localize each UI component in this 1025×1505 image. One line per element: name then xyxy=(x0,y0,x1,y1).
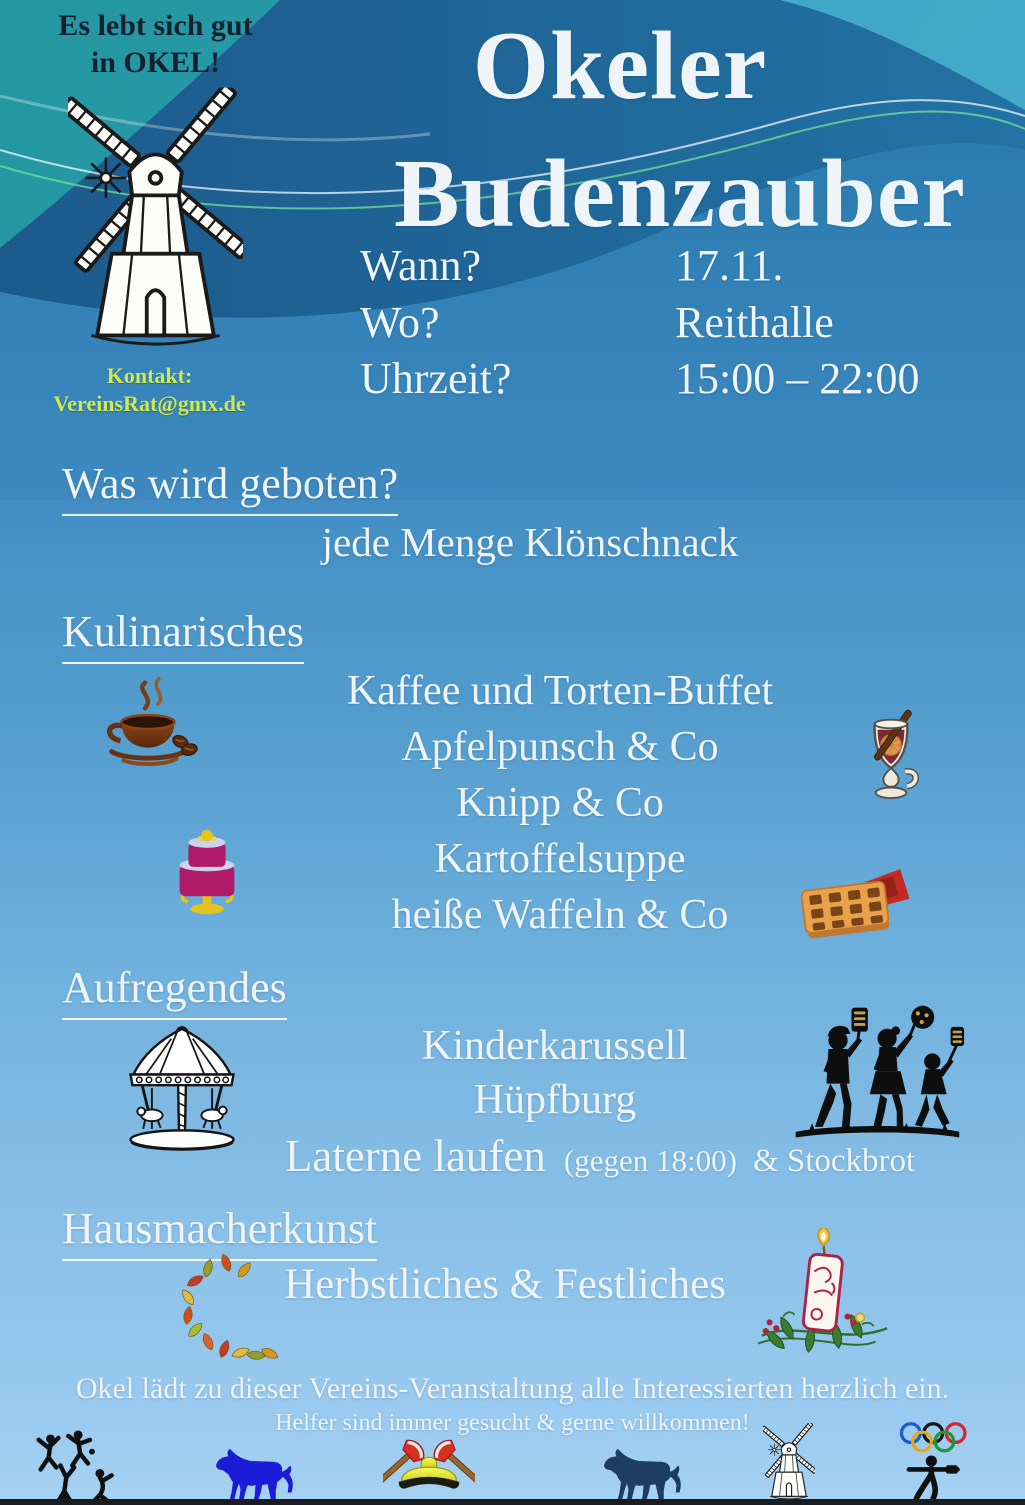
list-item: Apfelpunsch & Co xyxy=(401,724,719,770)
lantern-note: (gegen 18:00) xyxy=(563,1143,737,1178)
lantern-children-icon xyxy=(788,1000,966,1148)
blue-horse-icon xyxy=(208,1443,306,1503)
heading-hausmacherkunst: Hausmacherkunst xyxy=(62,1203,377,1261)
footer-invite: Okel lädt zu dieser Vereins-Veranstaltung alle Interessierten herzlich ein. xyxy=(75,1372,950,1405)
olympic-shooter-icon xyxy=(893,1420,979,1504)
fire-helmet-icon xyxy=(383,1436,475,1504)
coffee-cup-icon xyxy=(88,668,206,780)
small-windmill-icon xyxy=(763,1423,815,1505)
list-item: Knipp & Co xyxy=(456,780,664,826)
punch-glass-icon xyxy=(848,690,934,822)
aufregendes-list xyxy=(330,1019,780,1127)
navy-horse-icon xyxy=(596,1443,694,1503)
detail-label-wann: Wann? xyxy=(360,241,482,290)
list-item: Kinderkarussell xyxy=(422,1023,688,1069)
waffle-icon xyxy=(793,858,925,946)
heading-kulinarisches: Kulinarisches xyxy=(62,606,304,664)
candle-icon xyxy=(753,1228,895,1358)
carousel-icon xyxy=(108,1024,256,1160)
contact-block xyxy=(22,362,277,417)
list-item: heiße Waffeln & Co xyxy=(391,892,729,938)
detail-value-location: Reithalle xyxy=(675,298,834,347)
tagline-line1: Es lebt sich gut xyxy=(58,9,253,42)
windmill-icon xyxy=(68,82,243,370)
heading-offer: Was wird geboten? xyxy=(62,458,398,516)
bottom-edge xyxy=(0,1499,1025,1505)
detail-value-date: 17.11. xyxy=(675,241,784,290)
offer-subline: jede Menge Klönschnack xyxy=(321,519,739,565)
detail-value-time: 15:00 – 22:00 xyxy=(675,354,920,403)
heading-aufregendes: Aufregendes xyxy=(62,962,287,1020)
contact-email: VereinsRat@gmx.de xyxy=(53,390,246,416)
list-item: Kaffee und Torten-Buffet xyxy=(346,668,774,714)
kulinarisches-list xyxy=(265,663,855,943)
tagline-line2: in OKEL! xyxy=(90,45,221,79)
contact-label: Kontakt: xyxy=(106,363,193,388)
lantern-tail: & Stockbrot xyxy=(752,1143,916,1179)
cake-icon xyxy=(163,808,251,916)
detail-label-uhrzeit: Uhrzeit? xyxy=(360,354,512,403)
hausmacher-item: Herbstliches & Festliches xyxy=(284,1261,726,1308)
list-item: Kartoffelsuppe xyxy=(434,836,686,882)
lantern-main: Laterne laufen xyxy=(284,1131,546,1181)
tagline xyxy=(48,8,263,81)
title-line2: Budenzauber xyxy=(394,140,966,248)
autumn-leaves-icon xyxy=(168,1250,288,1368)
list-item: Hüpfburg xyxy=(473,1077,637,1123)
acrobats-icon xyxy=(33,1430,145,1504)
title-line1: Okeler xyxy=(472,12,768,120)
detail-label-wo: Wo? xyxy=(360,298,440,347)
footer-helpers: Helfer sind immer gesucht & gerne willkommen! xyxy=(275,1410,750,1436)
